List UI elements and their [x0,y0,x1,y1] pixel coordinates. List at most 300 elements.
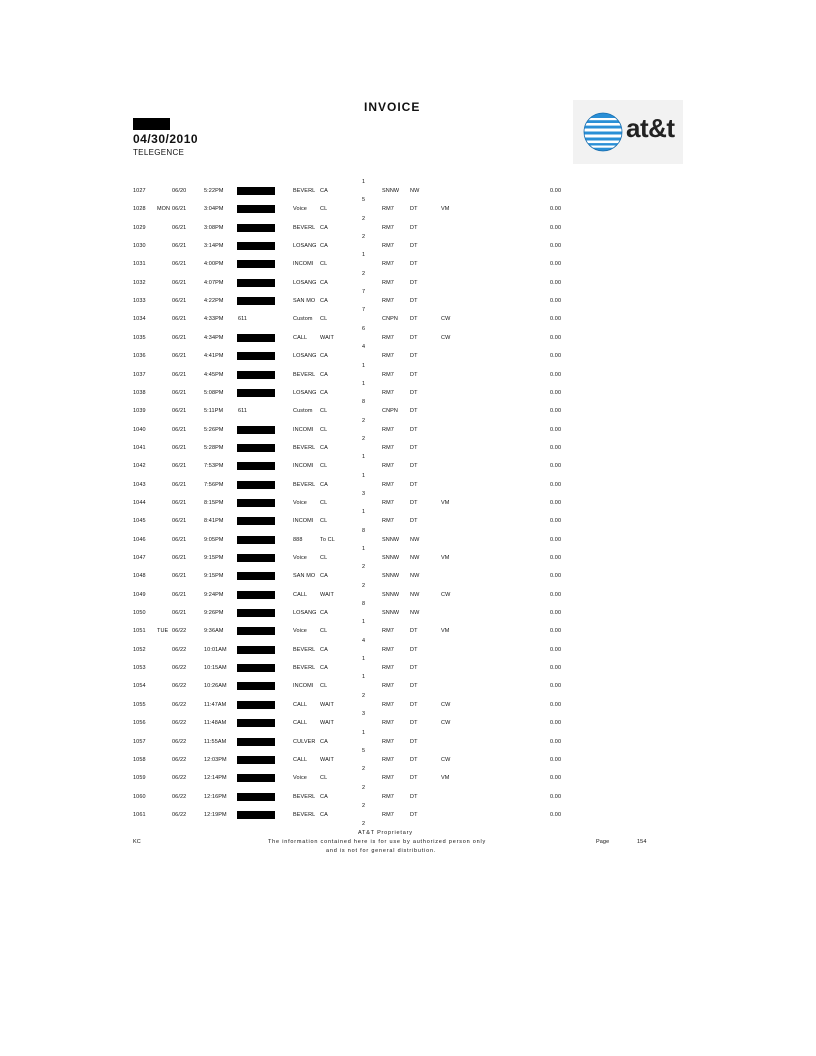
cell-mins: 4 [362,637,366,644]
cell-place: LOSANG [293,610,317,617]
cell-mins: 2 [362,802,366,809]
cell-type: DT [410,371,418,378]
cell-state: CA [320,793,328,800]
cell-place: Voice [293,775,307,782]
cell-type: NW [410,536,420,543]
cell-rate: RM7 [382,261,394,268]
cell-time: 9:15PM [204,555,224,561]
cell-mins: 2 [362,766,366,773]
cell-date: 06/21 [172,353,187,360]
cell-date: 06/21 [172,334,187,341]
cell-place: LOSANG [293,389,317,396]
company-name: TELEGENCE [133,148,185,157]
cell-time: 4:00PM [204,261,224,268]
cell-date: 06/21 [172,408,187,415]
cell-type: DT [410,775,418,782]
cell-state: CL [320,775,328,782]
cell-feat: CW [441,591,451,598]
cell-mins: 1 [362,362,366,369]
cell-id: 1046 [133,536,146,543]
cell-mins: 7 [362,289,366,296]
cell-amount: 0.00 [550,353,562,360]
cell-state: CA [320,243,328,250]
cell-feat: CW [441,701,451,708]
cell-date: 06/21 [172,389,187,396]
cell-place: Custom [293,316,313,323]
cell-date: 06/21 [172,279,187,286]
redacted-number-bar [237,793,275,801]
cell-date: 06/21 [172,426,187,433]
redacted-number-bar [237,682,275,690]
cell-place: Voice [293,555,307,561]
cell-state: CA [320,279,328,286]
cell-amount: 0.00 [550,646,562,653]
cell-state: CA [320,353,328,360]
cell-state: CA [320,298,328,305]
cell-state: CA [320,573,328,580]
cell-time: 9:36AM [204,628,224,635]
cell-rate: RM7 [382,243,394,250]
cell-date: 06/22 [172,811,187,818]
cell-mins: 2 [362,582,366,589]
cell-id: 1052 [133,646,146,653]
cell-place: LOSANG [293,279,317,286]
cell-mins: 2 [362,215,366,222]
cell-time: 9:15PM [204,573,224,580]
redacted-number-bar [237,719,275,727]
cell-place: CALL [293,591,308,598]
cell-amount: 0.00 [550,206,562,213]
cell-time: 12:19PM [204,811,227,818]
cell-type: DT [410,224,418,231]
cell-date: 06/22 [172,793,187,800]
cell-state: CA [320,188,328,194]
cell-mins: 1 [362,509,366,516]
cell-rate: RM7 [382,426,394,433]
cell-amount: 0.00 [550,811,562,818]
cell-type: DT [410,646,418,653]
cell-date: 06/21 [172,261,187,268]
cell-state: CA [320,646,328,653]
cell-date: 06/21 [172,298,187,305]
cell-date: 06/21 [172,224,187,231]
cell-place: Custom [293,408,313,415]
cell-date: 06/21 [172,463,187,470]
cell-state: CA [320,371,328,378]
cell-mins: 2 [362,417,366,424]
cell-mins: 8 [362,527,366,534]
cell-time: 9:05PM [204,536,224,543]
cell-time: 8:15PM [204,499,224,506]
cell-state: CL [320,683,328,690]
cell-time: 3:04PM [204,206,224,213]
cell-id: 1049 [133,591,146,598]
cell-type: DT [410,701,418,708]
cell-id: 1039 [133,408,146,415]
cell-place: BEVERL [293,224,316,231]
cell-rate: RM7 [382,701,394,708]
cell-time: 4:22PM [204,298,224,305]
cell-time: 11:48AM [204,720,227,727]
redacted-number-bar [237,664,275,672]
footer-notice-line2: and is not for general distribution. [326,848,437,854]
cell-id: 1053 [133,665,146,672]
cell-id: 1055 [133,701,146,708]
cell-mins: 8 [362,399,366,406]
cell-id: 1059 [133,775,146,782]
cell-amount: 0.00 [550,334,562,341]
cell-mins: 1 [362,619,366,626]
cell-id: 1045 [133,518,146,525]
cell-amount: 0.00 [550,591,562,598]
cell-id: 1038 [133,389,146,396]
cell-type: DT [410,279,418,286]
cell-time: 4:33PM [204,316,224,323]
footer-left-code: KC [133,839,141,845]
cell-id: 1028 [133,206,146,213]
redacted-number-bar [237,242,275,250]
cell-place: Voice [293,206,307,213]
cell-date: 06/22 [172,628,187,635]
cell-mins: 1 [362,380,366,387]
cell-rate: SNNW [382,591,400,598]
cell-state: CL [320,261,328,268]
cell-type: DT [410,334,418,341]
cell-id: 1051 [133,628,146,635]
cell-rate: RM7 [382,353,394,360]
cell-place: BEVERL [293,793,316,800]
cell-state: WAIT [320,334,334,341]
cell-place: LOSANG [293,353,317,360]
redacted-number-bar [237,591,275,599]
cell-place: SAN MO [293,573,316,580]
cell-state: CL [320,316,328,323]
cell-type: DT [410,316,418,323]
cell-type: DT [410,683,418,690]
cell-rate: RM7 [382,756,394,763]
cell-rate: RM7 [382,444,394,451]
cell-time: 10:26AM [204,683,227,690]
cell-type: DT [410,756,418,763]
cell-feat: CW [441,720,451,727]
redacted-number-bar [237,444,275,452]
cell-rate: RM7 [382,371,394,378]
cell-amount: 0.00 [550,738,562,745]
cell-rate: RM7 [382,793,394,800]
cell-place: CULVER [293,738,316,745]
cell-mins: 2 [362,784,366,791]
cell-amount: 0.00 [550,243,562,250]
cell-amount: 0.00 [550,188,562,194]
cell-feat: VM [441,206,450,213]
cell-date: 06/21 [172,573,187,580]
cell-state: CA [320,481,328,488]
cell-rate: SNNW [382,536,400,543]
cell-id: 1032 [133,279,146,286]
cell-mins: 2 [362,692,366,699]
cell-place: INCOMI [293,426,314,433]
cell-rate: RM7 [382,518,394,525]
cell-type: DT [410,793,418,800]
redacted-number-bar [237,811,275,819]
cell-feat: VM [441,775,450,782]
cell-date: 06/22 [172,646,187,653]
cell-place: BEVERL [293,444,316,451]
cell-place: INCOMI [293,261,314,268]
cell-amount: 0.00 [550,463,562,470]
cell-date: 06/22 [172,756,187,763]
cell-amount: 0.00 [550,775,562,782]
cell-rate: RM7 [382,683,394,690]
cell-id: 1033 [133,298,146,305]
cell-rate: RM7 [382,481,394,488]
cell-time: 11:55AM [204,738,227,745]
redacted-number-bar [237,187,275,195]
cell-state: CL [320,426,328,433]
cell-mins: 1 [362,729,366,736]
redacted-number-bar [237,426,275,434]
cell-mins: 5 [362,747,366,754]
cell-type: DT [410,463,418,470]
cell-type: NW [410,188,420,194]
cell-amount: 0.00 [550,261,562,268]
redacted-number-bar [237,572,275,580]
cell-amount: 0.00 [550,316,562,323]
cell-time: 5:08PM [204,389,224,396]
cell-state: CA [320,738,328,745]
redacted-number-bar [237,279,275,287]
footer-notice-line1: The information contained here is for use by authorized person only [268,839,487,845]
cell-place: CALL [293,720,308,727]
cell-rate: CNPN [382,316,398,323]
logo-wordmark: at&t [626,113,675,143]
cell-state: CA [320,610,328,617]
cell-amount: 0.00 [550,720,562,727]
cell-date: 06/22 [172,683,187,690]
cell-state: CA [320,224,328,231]
cell-rate: RM7 [382,628,394,635]
cell-feat: CW [441,316,451,323]
cell-rate: RM7 [382,463,394,470]
redacted-number-bar [237,627,275,635]
cell-time: 12:14PM [204,775,227,782]
cell-place: CALL [293,334,308,341]
cell-id: 1031 [133,261,146,268]
cell-date: 06/21 [172,243,187,250]
cell-id: 1030 [133,243,146,250]
cell-type: DT [410,499,418,506]
cell-state: CL [320,628,328,635]
redacted-number-bar [237,260,275,268]
cell-type: NW [410,573,420,580]
cell-id: 1047 [133,555,146,561]
cell-amount: 0.00 [550,389,562,396]
cell-mins: 4 [362,344,366,351]
cell-date: 06/21 [172,591,187,598]
cell-rate: SNNW [382,573,400,580]
cell-type: DT [410,738,418,745]
cell-date: 06/21 [172,206,187,213]
cell-date: 06/21 [172,518,187,525]
cell-time: 5:11PM [204,408,224,415]
cell-mins: 7 [362,307,366,314]
redacted-number-bar [237,646,275,654]
cell-place: BEVERL [293,188,316,194]
cell-amount: 0.00 [550,555,562,561]
cell-date: 06/21 [172,316,187,323]
cell-state: CA [320,389,328,396]
cell-place: INCOMI [293,683,314,690]
cell-date: 06/21 [172,371,187,378]
cell-place: BEVERL [293,811,316,818]
cell-mins: 3 [362,490,366,497]
cell-rate: RM7 [382,224,394,231]
cell-state: CL [320,555,328,561]
cell-mins: 2 [362,270,366,277]
cell-type: DT [410,628,418,635]
cell-amount: 0.00 [550,224,562,231]
redacted-number-bar [237,517,275,525]
cell-state: To CL [320,536,335,543]
cell-amount: 0.00 [550,426,562,433]
cell-rate: RM7 [382,206,394,213]
redacted-number-bar [237,462,275,470]
cell-place: CALL [293,756,308,763]
cell-amount: 0.00 [550,756,562,763]
cell-date: 06/21 [172,444,187,451]
cell-mins: 2 [362,564,366,571]
cell-type: DT [410,261,418,268]
cell-time: 12:03PM [204,756,227,763]
cell-rate: RM7 [382,279,394,286]
cell-time: 5:22PM [204,188,224,194]
cell-state: CA [320,665,328,672]
cell-place: BEVERL [293,371,316,378]
cell-place: LOSANG [293,243,317,250]
cell-rate: SNNW [382,555,400,561]
cell-rate: SNNW [382,188,400,194]
cell-rate: RM7 [382,720,394,727]
cell-state: CA [320,811,328,818]
cell-id: 1040 [133,426,146,433]
cell-type: NW [410,555,420,561]
cell-type: DT [410,426,418,433]
cell-id: 1058 [133,756,146,763]
cell-type: DT [410,481,418,488]
cell-type: DT [410,298,418,305]
cell-state: CL [320,518,328,525]
cell-time: 4:34PM [204,334,224,341]
cell-type: DT [410,353,418,360]
redacted-number-bar [237,756,275,764]
redacted-number-bar [237,224,275,232]
cell-amount: 0.00 [550,481,562,488]
cell-type: DT [410,811,418,818]
cell-time: 10:15AM [204,665,227,672]
cell-id: 1043 [133,481,146,488]
cell-id: 1054 [133,683,146,690]
cell-type: DT [410,518,418,525]
cell-date: 06/21 [172,610,187,617]
redacted-number-bar [237,334,275,342]
cell-feat: VM [441,555,450,561]
cell-feat: CW [441,334,451,341]
cell-mins: 2 [362,435,366,442]
cell-date: 06/21 [172,536,187,543]
cell-id: 1041 [133,444,146,451]
cell-id: 1061 [133,811,146,818]
cell-date: 06/22 [172,665,187,672]
footer-page-label: Page [596,839,610,845]
cell-mins: 1 [362,546,366,552]
cell-id: 1048 [133,573,146,580]
cell-state: CL [320,408,328,415]
cell-place: Voice [293,628,307,635]
cell-time: 8:41PM [204,518,224,525]
cell-amount: 0.00 [550,444,562,451]
cell-amount: 0.00 [550,536,562,543]
cell-feat: CW [441,756,451,763]
invoice-title: INVOICE [364,100,421,114]
cell-type: DT [410,389,418,396]
redacted-number-bar [237,371,275,379]
redacted-number-bar [237,481,275,489]
redacted-number-bar [237,352,275,360]
cell-rate: SNNW [382,610,400,617]
cell-amount: 0.00 [550,518,562,525]
cell-mins: 1 [362,674,366,681]
cell-time: 12:16PM [204,793,227,800]
cell-date: 06/20 [172,188,187,194]
cell-time: 7:53PM [204,463,224,470]
cell-time: 3:08PM [204,224,224,231]
cell-amount: 0.00 [550,610,562,617]
cell-rate: RM7 [382,334,394,341]
cell-amount: 0.00 [550,298,562,305]
cell-state: WAIT [320,756,334,763]
footer-page-number: 154 [637,839,647,845]
cell-date: 06/21 [172,555,187,561]
redacted-number-bar [237,499,275,507]
cell-state: CL [320,499,328,506]
cell-mins: 3 [362,711,366,718]
cell-date: 06/21 [172,481,187,488]
cell-time: 5:26PM [204,426,224,433]
cell-mins: 6 [362,325,366,332]
cell-rate: RM7 [382,389,394,396]
cell-date: 06/21 [172,499,187,506]
cell-amount: 0.00 [550,793,562,800]
cell-state: WAIT [320,591,334,598]
cell-mins: 1 [362,179,366,185]
cell-mins: 1 [362,656,366,663]
cell-rate: RM7 [382,646,394,653]
cell-amount: 0.00 [550,573,562,580]
redacted-number-bar [237,774,275,782]
cell-amount: 0.00 [550,279,562,286]
cell-type: DT [410,243,418,250]
cell-id: 1057 [133,738,146,745]
cell-mins: 1 [362,472,366,479]
cell-amount: 0.00 [550,408,562,415]
cell-place: BEVERL [293,665,316,672]
cell-place: CALL [293,701,308,708]
cell-state: CL [320,206,328,213]
cell-time: 9:26PM [204,610,224,617]
cell-state: WAIT [320,720,334,727]
cell-type: DT [410,665,418,672]
cell-amount: 0.00 [550,701,562,708]
